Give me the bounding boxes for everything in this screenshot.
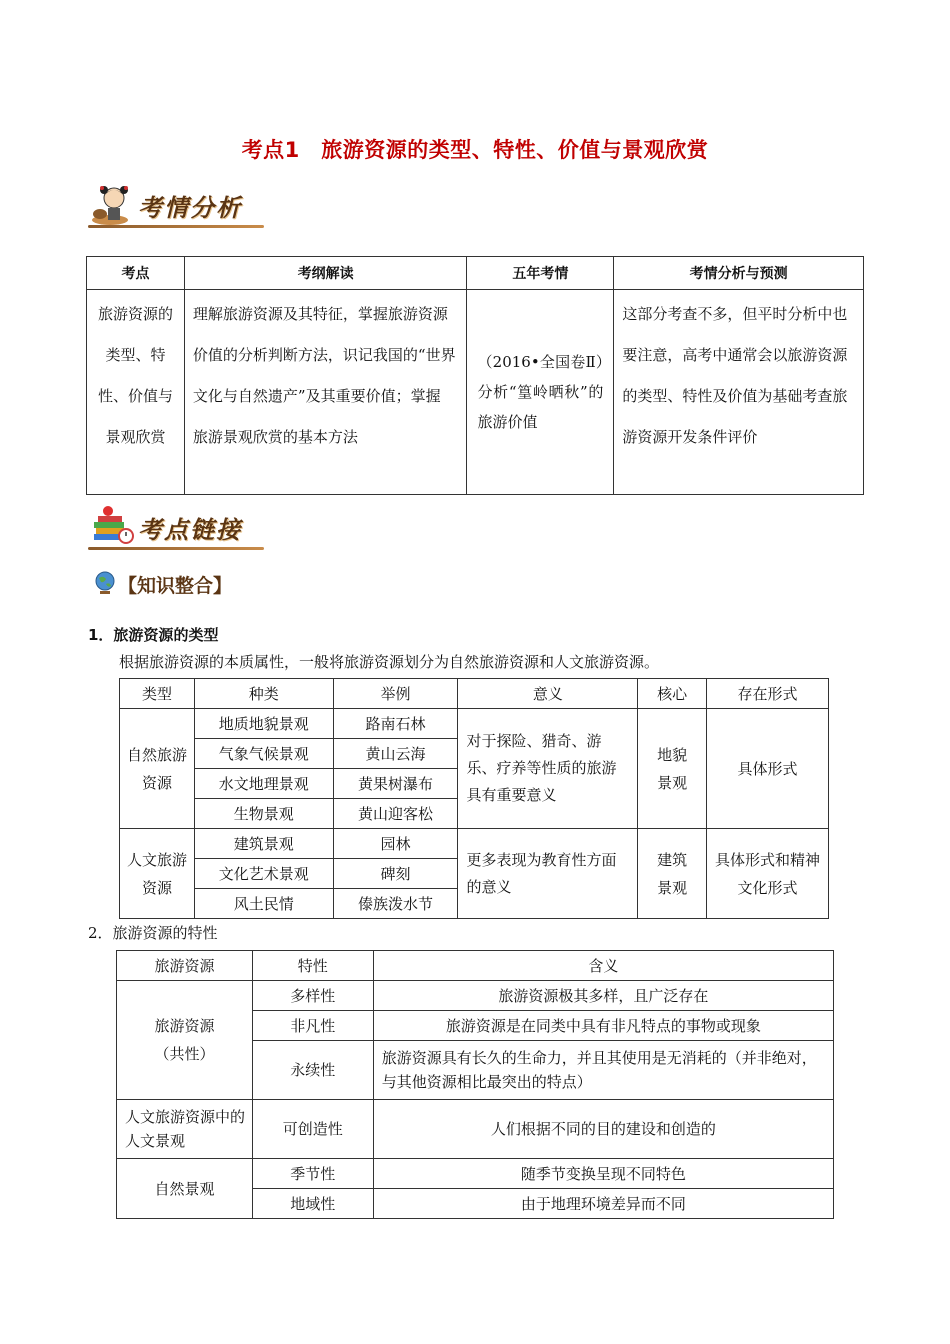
kind-cell: 地质地貌景观: [194, 709, 333, 739]
section-heading: 1．旅游资源的类型: [88, 626, 219, 644]
meaning-cell: 对于探险、猎奇、游乐、疗养等性质的旅游具有重要意义: [458, 709, 638, 829]
header-cell: 举例: [333, 679, 458, 709]
table-header-row: [117, 951, 834, 981]
table-row: [117, 981, 834, 1011]
banner-rule: [88, 225, 264, 228]
trait-cell: 非凡性: [252, 1011, 373, 1041]
table-header-row: [87, 257, 864, 290]
books-clock-icon: [90, 504, 136, 548]
forecast-cell: 这部分考查不多，但平时分析中也要注意，高考中通常会以旅游资源的类型、特性及价值为基础考查旅游资源开发条件评价: [614, 290, 864, 495]
knowledge-heading-text: 【知识整合】: [118, 575, 233, 597]
girl-mascot-icon: [90, 182, 136, 226]
example-cell: 黄山迎客松: [333, 799, 458, 829]
header-cell: 考情分析与预测: [614, 257, 864, 290]
header-cell: 旅游资源: [117, 951, 253, 981]
knowledge-heading: [92, 568, 292, 602]
meaning-cell: 随季节变换呈现不同特色: [373, 1159, 833, 1189]
header-cell: 意义: [458, 679, 638, 709]
trait-cell: 永续性: [252, 1041, 373, 1100]
type-cell: 自然旅游资源: [120, 709, 195, 829]
resource-types-table: [119, 678, 829, 919]
category-cell: 旅游资源（共性）: [117, 981, 253, 1100]
kind-cell: 水文地理景观: [194, 769, 333, 799]
form-cell: 具体形式: [707, 709, 829, 829]
header-cell: 核心: [638, 679, 707, 709]
kind-cell: 生物景观: [194, 799, 333, 829]
meaning-cell: 人们根据不同的目的建设和创造的: [373, 1100, 833, 1159]
topic-link-banner: [88, 502, 268, 554]
header-cell: 含义: [373, 951, 833, 981]
example-cell: 黄果树瀑布: [333, 769, 458, 799]
core-cell: 建筑景观: [638, 829, 707, 919]
type-cell: 人文旅游资源: [120, 829, 195, 919]
banner-label: 考情分析: [138, 194, 242, 222]
exam-analysis-table: [86, 256, 864, 495]
header-cell: 种类: [194, 679, 333, 709]
form-cell: 具体形式和精神文化形式: [707, 829, 829, 919]
kind-cell: 文化艺术景观: [194, 859, 333, 889]
exams-cell: （2016•全国卷Ⅱ）分析“篁岭晒秋”的旅游价值: [467, 290, 614, 495]
kind-cell: 建筑景观: [194, 829, 333, 859]
syllabus-cell: 理解旅游资源及其特征，掌握旅游资源价值的分析判断方法，识记我国的“世界文化与自然遗产”及其重要价值；掌握 旅游景观欣赏的基本方法: [184, 290, 467, 495]
example-cell: 园林: [333, 829, 458, 859]
trait-cell: 季节性: [252, 1159, 373, 1189]
header-cell: 特性: [252, 951, 373, 981]
meaning-cell: 旅游资源是在同类中具有非凡特点的事物或现象: [373, 1011, 833, 1041]
category-cell: 人文旅游资源中的人文景观: [117, 1100, 253, 1159]
table-row: [117, 1159, 834, 1189]
table-row: [120, 829, 829, 859]
header-cell: 类型: [120, 679, 195, 709]
meaning-cell: 旅游资源极其多样，且广泛存在: [373, 981, 833, 1011]
kind-cell: 气象气候景观: [194, 739, 333, 769]
section-intro: 根据旅游资源的本质属性，一般将旅游资源划分为自然旅游资源和人文旅游资源。: [119, 653, 660, 671]
page-title: 考点1 旅游资源的类型、特性、价值与景观欣赏: [241, 138, 709, 162]
resource-traits-table: [116, 950, 834, 1219]
header-cell: 五年考情: [467, 257, 614, 290]
core-cell: 地貌景观: [638, 709, 707, 829]
banner-label: 考点链接: [138, 516, 242, 544]
example-cell: 黄山云海: [333, 739, 458, 769]
table-row: [117, 1100, 834, 1159]
meaning-cell: 更多表现为教育性方面的意义: [458, 829, 638, 919]
globe-icon: [92, 570, 118, 596]
trait-cell: 可创造性: [252, 1100, 373, 1159]
topic-cell: 旅游资源的类型、特性、价值与景观欣赏: [87, 290, 185, 495]
trait-cell: 地域性: [252, 1189, 373, 1219]
kind-cell: 风土民情: [194, 889, 333, 919]
header-cell: 考纲解读: [184, 257, 467, 290]
example-cell: 路南石林: [333, 709, 458, 739]
header-cell: 存在形式: [707, 679, 829, 709]
meaning-cell: 旅游资源具有长久的生命力，并且其使用是无消耗的（并非绝对，与其他资源相比最突出的特点）: [373, 1041, 833, 1100]
table-row: [87, 290, 864, 495]
exam-analysis-banner: [88, 180, 268, 232]
table-row: [120, 709, 829, 739]
header-cell: 考点: [87, 257, 185, 290]
meaning-cell: 由于地理环境差异而不同: [373, 1189, 833, 1219]
table-header-row: [120, 679, 829, 709]
banner-rule: [88, 547, 264, 550]
trait-cell: 多样性: [252, 981, 373, 1011]
category-cell: 自然景观: [117, 1159, 253, 1219]
example-cell: 碑刻: [333, 859, 458, 889]
example-cell: 傣族泼水节: [333, 889, 458, 919]
section-heading: 2．旅游资源的特性: [88, 924, 218, 942]
